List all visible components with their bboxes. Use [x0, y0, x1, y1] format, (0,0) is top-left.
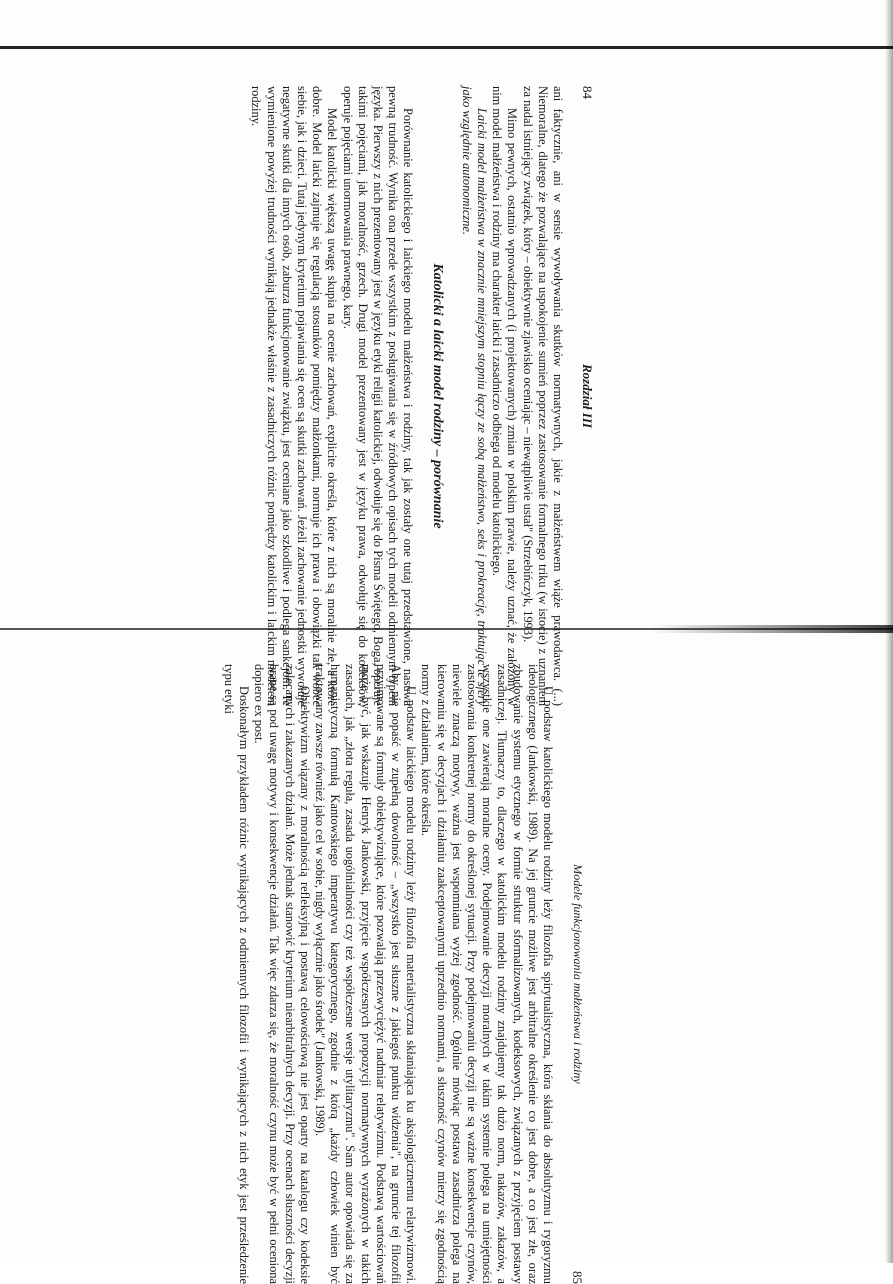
page-number: 85	[570, 1271, 585, 1284]
paragraph: U podstaw laickiego modelu rodziny leży filozofia materialistyczna skłaniająca ku aksjologicznemu relatywizmowi. Aby nie popaść w zupełną dowolność – „wszystko jest słuszne z jakiegoś punktu widzenia", na gruncie tej filozofii przyjmowane są formuły obiektywizujące, które pozwalają przezwyciężyć nadmiar relatywizmu. Podstawą wartościowań może być, jak wskazuje Henryk Jankowski, przyjęcie współczesnych propozycji normatywnych wyrażonych w takich zasadach, jak „złota reguła, zasada uogólnialności czy też współczesne wersje utylitaryzmu". Sam autor opowiada się za humanistyczną formułą Kantowskiego imperatywu kategorycznego, zgodnie z którą „każdy człowiek winien być traktowany zawsze również jako cel w sobie, nigdy wyłącznie jako środek" (Jankowski, 1989).	[312, 664, 419, 1284]
page-header	[573, 86, 595, 706]
top-scan-edge	[0, 46, 893, 49]
section-heading: Katolicki a laicki model rodziny – porównanie	[429, 263, 445, 529]
paragraph: Mimo pewnych, ostatnio wprowadzanych (i projektowanych) zmian w polskim prawie, należy uznać, że założony w nim model małżeństwa i rodziny ma charakter laicki i zasadniczo odbiega od modelu katolickiego.	[490, 86, 520, 706]
page-84	[65, 86, 595, 706]
paragraph: ani faktycznie, ani w sensie wywoływania skutków normatywnych, jakie z małżeństwem wiąże prawodawca. (...) Niemoralne, dlatego że pozwalające na uspokojenie sumień poprzez zastosowanie formalnego triku (w istocie) z uznaniem za nadal istniejący związek, który – obiektywnie zjawisko oceniając – niewątpliwie ustał" (Strzebińczyk, 1993).	[520, 86, 565, 706]
page-body	[221, 664, 555, 1284]
paragraph: Model katolicki większą uwagę skupia na ocenie zachowań, explicite określa, które z nich są moralnie złe, a które dobre. Model laicki zajmuje się regulacją stosunków pomiędzy małżonkami, normuje ich prawa i obowiązki tak wobec siebie, jak i dzieci. Tutaj jedynym kryterium pojawiania się ocen są skutki zachowań. Jeżeli zachowanie jednostki wywołuje negatywne skutki dla innych osób, zaburza funkcjonowanie związku, jest oceniane jako szkodliwe i podlega sankcjom. Te wymienione powyżej trudności wynikają jednakże właśnie z zasadniczych różnic pomiędzy katolickim i laickim modelem rodziny.	[249, 86, 340, 706]
paragraph: Obiektywizm wiązany z moralnością refleksyjną i postawą celowościową nie jest oparty na katalogu czy kodeksie zalecanych i zakazanych działań. Może jednak stanowić kryterium niearbitralnych decyzji. Przy ocenach słuszności decyzji brane są pod uwagę motywy i konsekwencje działań. Tak więc zdarza się, że moralność czynu może być w pełni oceniona dopiero ex post.	[252, 664, 312, 1284]
page-header	[563, 664, 585, 1284]
paragraph: Porównanie katolickiego i laickiego modelu małżeństwa i rodziny, tak jak zostały one tutaj przedstawione, nasuwa pewną trudność. Wynika ona przede wszystkim z posługiwania się w źródłowych opisach tych modeli odmiennym typem języka. Pierwszy z nich prezentowany jest w języku etyki religii katolickiej, odwołuje się do Pisma Świętego, Boga, operuje takimi pojęciami, jak moralność, grzech. Drugi model prezentowany jest w języku prawa, odwołuje się do kodeksów, operuje pojęciami unormowania prawnego, kary.	[340, 86, 416, 706]
page-number: 84	[580, 86, 595, 99]
gutter-shadow	[650, 625, 893, 633]
page-85	[55, 664, 585, 1284]
page-body	[248, 86, 565, 706]
paragraph: Doskonałym przykładem różnic wynikających z odmiennych filozofii i wynikających z nich etyk jest prześledzenie typu etyki	[221, 664, 251, 1284]
running-header: Modele funkcjonowania małżeństwa i rodziny	[571, 864, 585, 1084]
right-scan-edge	[885, 0, 893, 1263]
paragraph: U podstaw katolickiego modelu rodziny leży filozofia spirytualistyczna, która skłania do absolutyzmu i rygoryzmu ideologicznego (Jankowski, 1989). Na jej gruncie możliwe jest arbitralne określenie co jest dobre, a co jest złe, oraz zbudowanie systemu etycznego w formie struktur sformalizowanych, kodeksowych, związanych z przyjęciem postawy zasadniczej. Tłumaczy to, dlaczego w katolickim modelu rodziny znajdujemy tak dużo norm, nakazów, zakazów, a wszystkie one zawierają moralne oceny. Podejmowanie decyzji moralnych w takim systemie polega na umiejętności zastosowania konkretnej normy do określonej sytuacji. Przy podejmowaniu decyzji nie są ważne konsekwencje czynów, niewiele znaczą motywy, ważna jest wspomniana wyżej zgodność. Ogólnie mówiąc postawa zasadnicza polega na kierowaniu się w decyzjach i działaniu zaakceptowanymi uprzednio normami, a słuszność czynów mierzy się zgodnością normy z działaniem, które określa.	[419, 664, 555, 1284]
paragraph-italic: Laicki model małżeństwa w znacznie mniejszym stopniu łączy ze sobą małżeństwo, seks i prokreację, traktując te sfery jako względnie autonomiczne.	[459, 86, 489, 706]
running-header: Rozdział III	[580, 364, 595, 428]
